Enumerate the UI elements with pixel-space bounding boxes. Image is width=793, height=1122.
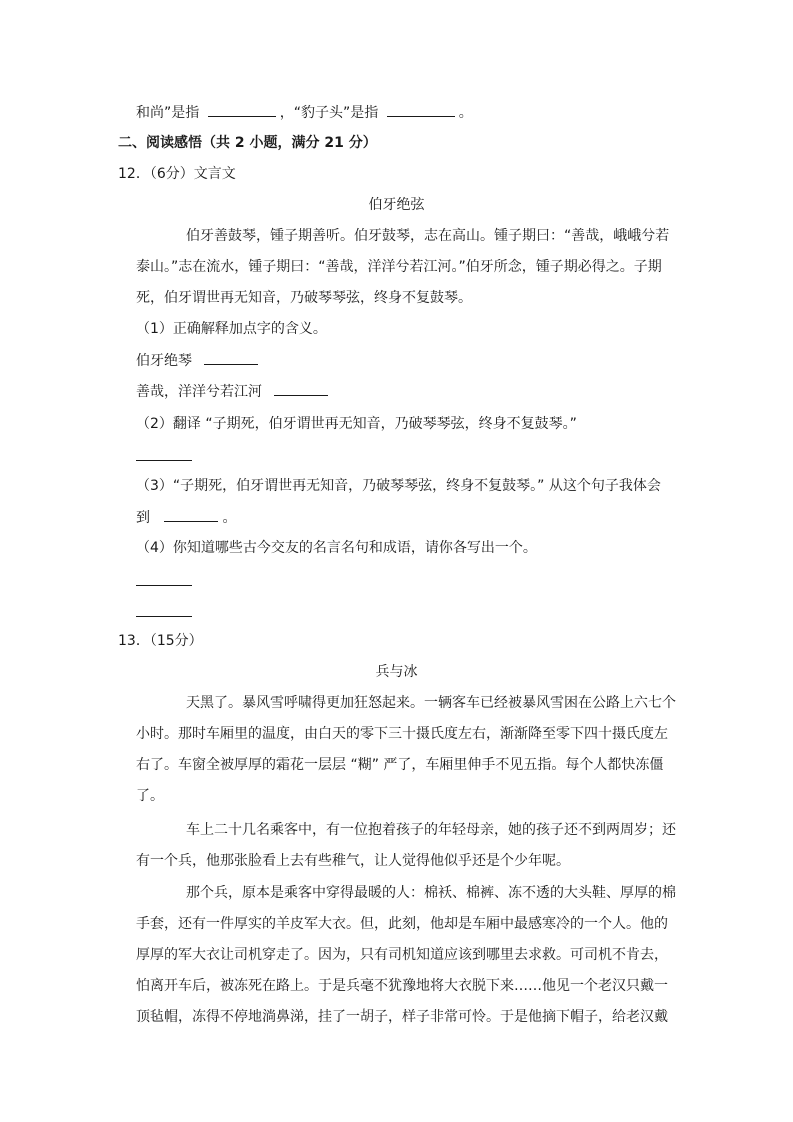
q12-sub1: （1）正确解释加点字的含义。 [136,321,327,337]
section-heading: 二、阅读感悟（共 2 小题，满分 21 分） [118,135,377,151]
answer-blank[interactable] [164,507,218,522]
q13-paragraph-line: 顶毡帽，冻得不停地淌鼻涕，挂了一胡子，样子非常可怜。于是他摘下帽子，给老汉戴 [136,1009,668,1025]
q12-sub3-line2-b: 。 [222,510,237,526]
answer-blank[interactable] [208,102,276,117]
q12-item-b-line [136,381,328,402]
q13-paragraph-line: 右了。车窗全被厚厚的霜花一层层 “糊” 严了，车厢里伸手不见五指。每个人都快冻僵 [136,757,664,773]
q12-passage-line: 泰山。”志在流水，锺子期曰：“善哉，洋洋兮若江河。”伯牙所念，锺子期必得之。子期 [136,259,662,275]
q12-sub4: （4）你知道哪些古今交友的名言名句和成语，请你各写出一个。 [136,540,537,556]
answer-line[interactable] [136,460,192,461]
q13-paragraph-line: 天黑了。暴风雪呼啸得更加狂怒起来。一辆客车已经被暴风雪困在公路上六七个 [186,695,676,711]
q13-paragraph-line: 手套，还有一件厚实的羊皮军大衣。但，此刻，他却是车厢中最感寒冷的一个人。他的 [136,916,668,932]
q13-paragraph-line: 了。 [136,788,164,804]
q12-header: 12．（6分）文言文 [118,166,236,182]
q12-item-a: 伯牙绝琴 [136,353,192,369]
q13-header: 13．（15分） [118,633,203,649]
q12-passage-line: 伯牙善鼓琴，锺子期善听。伯牙鼓琴，志在高山。锺子期曰：“善哉，峨峨兮若 [186,228,670,244]
q12-sub3-line1: （3）“子期死，伯牙谓世再无知音，乃破琴琴弦，终身不复鼓琴。” 从这个句子我体会 [136,478,661,494]
q13-paragraph-line: 有一个兵，他那张脸看上去有些稚气，让人觉得他似乎还是个少年呢。 [136,853,570,869]
q12-sub3-line2-a: 到 [136,510,150,526]
answer-blank[interactable] [387,102,455,117]
q13-paragraph-line: 怕离开车后，被冻死在路上。于是兵毫不犹豫地将大衣脱下来……他见一个老汉只戴一 [136,978,668,994]
q11-tail-line [136,102,473,123]
q11-tail-end: 。 [458,105,473,121]
q13-paragraph-line: 车上二十几名乘客中，有一位抱着孩子的年轻母亲，她的孩子还不到两周岁；还 [186,822,676,838]
q13-paragraph-line: 厚厚的军大衣让司机穿走了。因为，只有司机知道应该到哪里去求救。可司机不肯去， [136,947,668,963]
q12-item-b: 善哉，洋洋兮若江河 [136,384,262,400]
answer-blank[interactable] [204,350,258,365]
q11-tail-part1: 和尚”是指 [136,105,200,121]
q12-passage-line: 死，伯牙谓世再无知音，乃破琴琴弦，终身不复鼓琴。 [136,290,472,306]
answer-line[interactable] [136,616,192,617]
q12-title: 伯牙绝弦 [368,197,425,213]
q12-item-a-line [136,350,258,371]
answer-blank[interactable] [274,381,328,396]
q11-tail-part2: ，“豹子头”是指 [279,105,379,121]
q13-paragraph-line: 那个兵，原本是乘客中穿得最暖的人：棉袄、棉裤、冻不透的大头鞋、厚厚的棉 [186,885,676,901]
q13-paragraph-line: 小时。那时车厢里的温度，由白天的零下三十摄氏度左右，渐渐降至零下四十摄氏度左 [136,726,668,742]
q12-sub3-line2 [136,507,236,528]
q13-title: 兵与冰 [375,664,418,680]
answer-line[interactable] [136,585,192,586]
q12-sub2: （2）翻译 “子期死，伯牙谓世再无知音，乃破琴琴弦，终身不复鼓琴。” [136,416,577,432]
